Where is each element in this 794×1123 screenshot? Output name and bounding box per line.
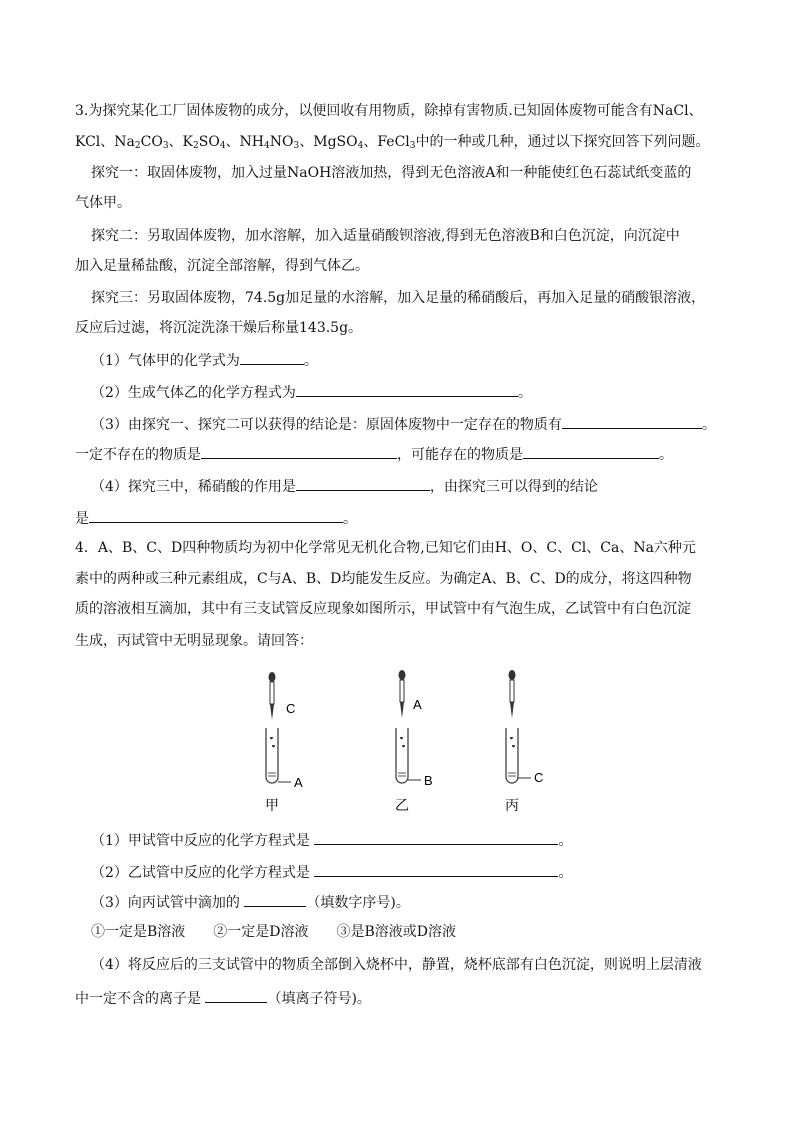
answer-blank[interactable]: [314, 861, 558, 877]
q3-subq3-line1: （3）由探究一、探究二可以获得的结论是：原固体废物中一定存在的物质有 。: [91, 413, 716, 435]
q3-subq4-line1: （4）探究三中，稀硝酸的作用是 ，由探究三可以得到的结论: [91, 475, 598, 497]
dropper-icon: [269, 672, 276, 720]
tube-name: 甲: [265, 797, 279, 813]
q4-subq1: （1）甲试管中反应的化学方程式是 。: [91, 829, 572, 851]
dropper-label: A: [413, 697, 422, 712]
q3-exp3-line1: 探究三：另取固体废物，74.5g加足量的水溶解，加入足量的稀硝酸后，再加入足量的硝酸银溶液，: [91, 290, 706, 306]
q4-subq3: （3）向丙试管中滴加的 （填数字序号)。: [91, 891, 410, 913]
answer-blank[interactable]: [296, 381, 518, 397]
answer-blank[interactable]: [89, 507, 343, 523]
dropper-label: C: [286, 701, 296, 716]
dropper-icon: [399, 670, 406, 718]
q3-exp1-line1: 探究一：取固体废物，加入过量NaOH溶液加热，得到无色溶液A和一种能使红色石蕊试纸变蓝的: [91, 165, 692, 181]
test-tube-icon: [506, 728, 531, 783]
q3-intro-line1: 3.为探究某化工厂固体废物的成分，以便回收有用物质，除掉有害物质.已知固体废物可能含有NaCl、: [75, 103, 703, 119]
test-tube-icon: [266, 728, 291, 783]
q4-subq4-line1: （4）将反应后的三支试管中的物质全部倒入烧杯中，静置，烧杯底部有白色沉淀，则说明上层清液: [91, 957, 702, 973]
solution-label: A: [294, 775, 303, 790]
q3-subq3-line2: 一定不存在的物质是 ，可能存在的物质是 。: [75, 443, 673, 465]
solution-label: C: [534, 770, 544, 785]
answer-blank[interactable]: [523, 443, 659, 459]
answer-blank[interactable]: [314, 829, 558, 845]
q3-subq1: （1）气体甲的化学式为 。: [91, 349, 318, 371]
tube-yi: [395, 670, 433, 813]
answer-blank[interactable]: [244, 891, 306, 907]
test-tube-figure: [230, 665, 550, 820]
answer-blank[interactable]: [562, 413, 702, 429]
q3-intro-line2: KCl、$Na_2CO_3$、$K_2SO_4$、$NH_4NO_3$、MgSO$_4$、FeCl$_3$中的一种或几种，通过以下探究回答下列问题。: [75, 134, 710, 151]
q3-subq4-line2: 是 。: [75, 507, 357, 529]
solution-label: B: [424, 773, 433, 788]
q4-subq4-line2: 中一定不含的离子是 （填离子符号)。: [75, 987, 371, 1009]
answer-blank[interactable]: [201, 443, 397, 459]
test-tube-icon: [396, 728, 421, 783]
q4-intro-line4: 生成，丙试管中无明显现象。请回答：: [75, 633, 313, 649]
answer-blank[interactable]: [240, 349, 304, 365]
answer-blank[interactable]: [205, 987, 267, 1003]
answer-blank[interactable]: [296, 475, 430, 491]
tube-name: 乙: [395, 797, 409, 813]
dropper-icon: [509, 670, 516, 718]
q3-exp2-line2: 加入足量稀盐酸，沉淀全部溶解，得到气体乙。: [75, 258, 369, 274]
q3-exp1-line2: 气体甲。: [75, 195, 131, 211]
tube-bing: [505, 670, 543, 813]
tube-name: 丙: [505, 797, 519, 813]
tube-jia: [265, 672, 303, 813]
q4-intro-line1: 4．A、B、C、D四种物质均为初中化学常见无机化合物,已知它们由H、O、C、Cl、Ca、Na六种元: [75, 540, 696, 556]
q3-exp2-line1: 探究二：另取固体废物，加水溶解，加入适量硝酸钡溶液,得到无色溶液B和白色沉淀，向沉淀中: [91, 228, 680, 244]
q4-intro-line3: 质的溶液相互滴加，其中有三支试管反应现象如图所示，甲试管中有气泡生成，乙试管中有白色沉淀: [75, 601, 691, 617]
q4-intro-line2: 素中的两种或三种元素组成，C与A、B、D均能发生反应。为确定A、B、C、D的成分，将这四种物: [75, 571, 692, 587]
q4-subq2: （2）乙试管中反应的化学方程式是 。: [91, 861, 572, 883]
q3-subq2: （2）生成气体乙的化学方程式为 。: [91, 381, 532, 403]
q4-options: ①一定是B溶液 ②一定是D溶液 ③是B溶液或D溶液: [91, 924, 457, 940]
q3-exp3-line2: 反应后过滤，将沉淀洗涤干燥后称量143.5g。: [75, 320, 363, 336]
